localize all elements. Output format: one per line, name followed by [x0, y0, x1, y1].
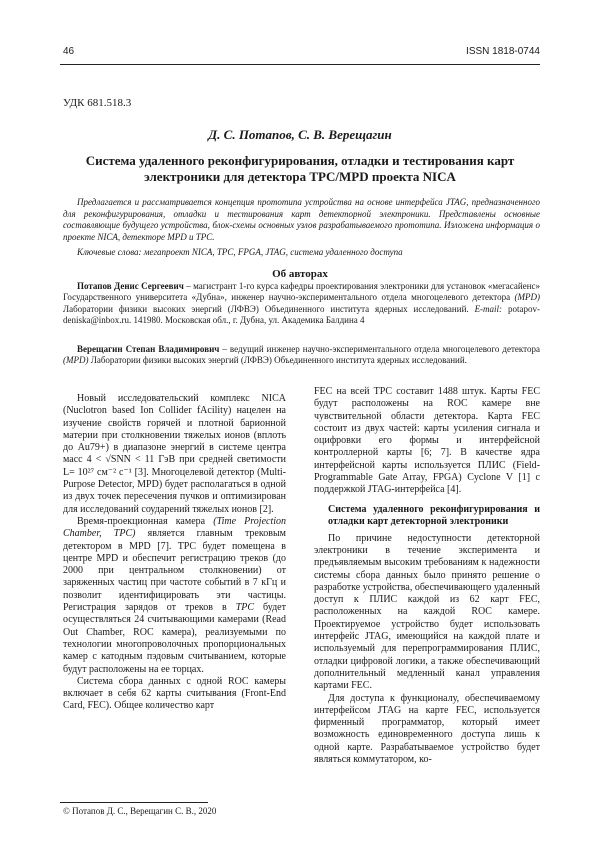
about-authors-heading: Об авторах	[60, 268, 540, 280]
paragraph: FEC на всей TPC составит 1488 штук. Карты FEC будут расположены на ROC камере вне чувствительной области детектора. Карта FEC состоит из двух частей: карты усиления сигнала и оцифровки его формы и интерфейсной контроллерной карты [6; 7]. В качестве ядра интерфейсной карты используется ПЛИС (Field-Programmable Gate Array, FPGA) Cyclone V [1] с поддержкой JTAG-интерфейса [4].	[314, 386, 540, 497]
footnote-rule	[60, 802, 208, 803]
keywords: Ключевые слова: мегапроект NICA, TPC, FPGA, JTAG, система удаленного доступа	[63, 247, 540, 257]
bio-text: Лаборатории физики высоких энергий (ЛФВЭ) Объединенного института ядерных исследований.	[63, 304, 475, 314]
bio-text: – магистрант 1-го курса кафедры проектирования электроники для установок «мегасайенс» Государственного университета «Дубна», инженер научно-экспериментального отдела многоцелевого детектора	[63, 281, 540, 302]
author-name: Потапов Денис Сергеевич	[77, 281, 184, 291]
email-address[interactable]: potapov-deniska@inbox.ru	[63, 304, 540, 325]
article-title: Система удаленного реконфигурирования, отладки и тестирования карт электроники для детектора TPC/MPD проекта NICA	[80, 153, 520, 185]
header-rule	[60, 64, 540, 65]
article-authors: Д. С. Потапов, С. В. Верещагин	[60, 127, 540, 143]
abstract: Предлагается и рассматривается концепция прототипа устройства на основе интерфейса JTAG, предназначенного для реконфигурирования, отладки и тестирования карт детекторной электроники. Представлены основные составляющие будущего устройства, блок-схемы основных узлов разрабатываемого прототипа. Изложена информация о проекте NICA, детекторе MPD и TPC.	[63, 197, 540, 243]
paragraph: По причине недоступности детекторной электроники в течение эксперимента и предъявляемым высоким требованиям к надежности системы сбора данных было принято решение о разработке устройства, обеспечивающего удаленный доступ к ПЛИС каждой из 62 карт FEC, расположенных на каждой ROC камере. Проектируемое устройство будет использовать интерфейс JTAG, имеющийся на каждой плате и используемый для перепрограммирования ПЛИС, отладки цифровой логики, а также обеспечивающий дополнительный медленный канал управления картами FEC.	[314, 533, 540, 693]
paragraph: Система сбора данных с одной ROC камеры включает в себя 62 карты считывания (Front-End Card, FEC). Общее количество карт	[63, 676, 286, 713]
paragraph: Новый исследовательский комплекс NICA (Nuclotron based Ion Collider fAcility) нацелен на изучение свойств горячей и плотной барионной материи при столкновении тяжелых ионов (вплоть до Au79+) в диапазоне энергий в системе центра масс 4 < √SNN < 11 ГэВ при средней светимости L= 10²⁷ см⁻² с⁻¹ [3]. Многоцелевой детектор (Multi-Purpose Detector, MPD) будет располагаться в одной из двух точек пересечения пучков и оптимизирован для исследований соударений тяжелых ионов [2].	[63, 393, 286, 516]
paragraph: Время-проекционная камера (Time Projection Chamber, TPC) является главным трековым детектором в MPD [7]. TPC будет помещена в центре MPD и обеспечит регистрацию треков (до 2000 при центральном столкновении) от заряженных частиц при частоте событий в 7 кГц и позволит идентифицировать эти частицы. Регистрация зарядов от треков в TPC будет осуществляться 24 считывающими камерами (Read Out Chamber, ROC камера), реализуемыми по технологии многопроволочных пропорциональных камер с катодным пэдовым считыванием, которые будут расположены на ее торцах.	[63, 516, 286, 676]
author-bio-vereshchagin	[63, 344, 540, 367]
right-column	[314, 386, 540, 766]
bio-mpd: (MPD)	[515, 292, 541, 302]
issn: ISSN 1818-0744	[466, 46, 540, 57]
bio-text: – ведущий инженер научно-экспериментального отдела многоцелевого детектора	[219, 344, 540, 354]
email-label: E-mail:	[475, 304, 503, 314]
section-heading: Система удаленного реконфигурирования и отладки карт детекторной электроники	[328, 504, 540, 528]
bio-mpd: (MPD)	[63, 355, 89, 365]
bio-text: . 141980. Московская обл., г. Дубна, ул. Академика Балдина 4	[129, 315, 365, 325]
paragraph: Для доступа к функционалу, обеспечиваемому интерфейсом JTAG на карте FEC, используется фирменный программатор, который имеет возможность единовременного доступа лишь к одной карте. Разрабатываемое устройство будет являться коммутатором, ко-	[314, 693, 540, 767]
author-name: Верещагин Степан Владимирович	[77, 344, 219, 354]
bio-text: Лаборатории физики высоких энергий (ЛФВЭ) Объединенного института ядерных исследований.	[89, 355, 467, 365]
page-number: 46	[63, 46, 74, 57]
udk-code: УДК 681.518.3	[63, 97, 131, 109]
author-bio-potapov	[63, 281, 540, 326]
copyright: © Потапов Д. С., Верещагин С. В., 2020	[63, 806, 216, 816]
left-column	[63, 393, 286, 713]
